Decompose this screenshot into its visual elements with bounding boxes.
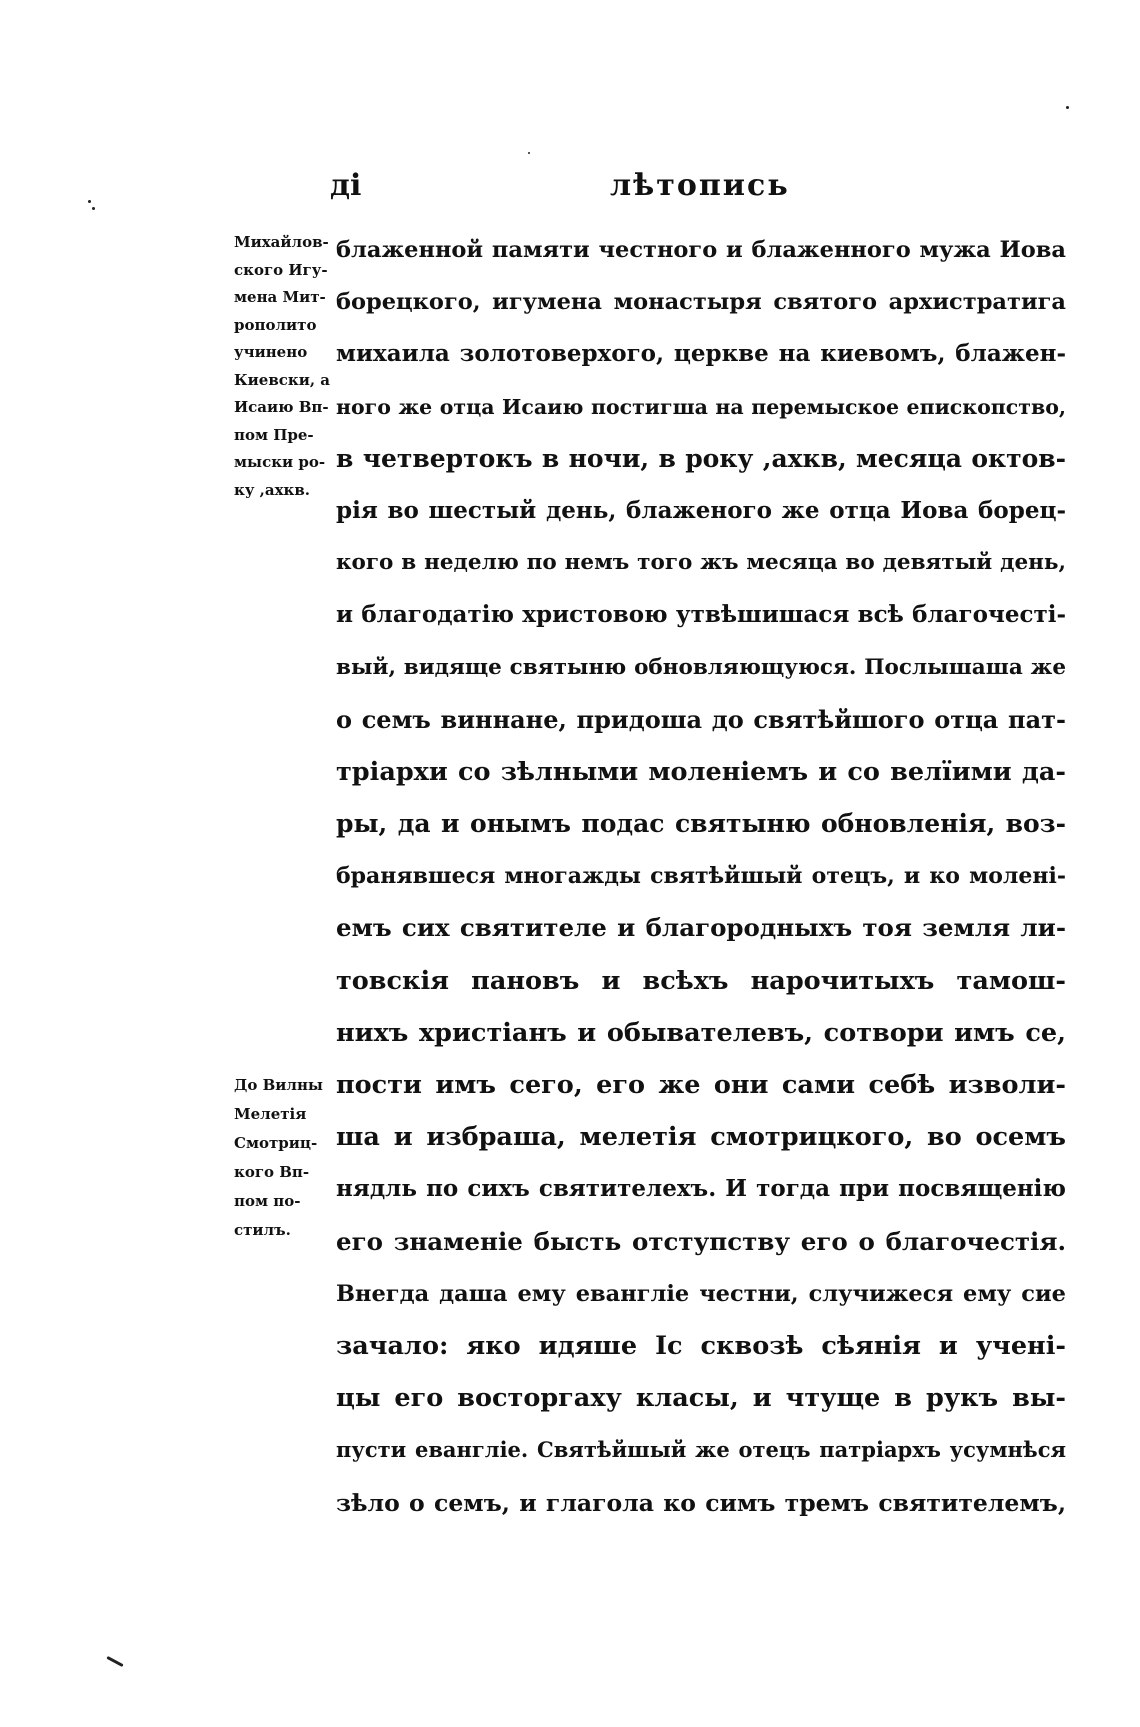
marginal-note-line: До Вилны xyxy=(234,1076,323,1094)
text-line: товскія пановъ и всѣхъ нарочитыхъ тамош- xyxy=(336,965,1066,996)
text-line: михаила золотоверхого, церкве на киевомъ, блажен- xyxy=(336,340,1066,368)
text-line: тріархи со зѣлными моленіемъ и со велїими да- xyxy=(336,756,1066,787)
main-text-block xyxy=(336,224,1066,1529)
marginal-note-line: стилъ. xyxy=(234,1221,291,1239)
marginal-note-2 xyxy=(234,1071,338,1245)
text-line: вый, видяще святыню обновляющуюся. Послышаша же xyxy=(336,654,1066,680)
text-line: пости имъ сего, его же они сами себѣ изволи- xyxy=(336,1070,1066,1100)
text-line: зачало: яко идяше Іс сквозѣ сѣянія и учені- xyxy=(336,1330,1066,1361)
marginal-note-line: Смотриц- xyxy=(234,1134,318,1152)
marginal-note-line: учинено xyxy=(234,343,308,361)
text-line: борецкого, игумена монастыря святого архистратига xyxy=(336,289,1066,316)
scan-speck xyxy=(106,1656,123,1667)
text-line: его знаменіе бысть отступству его о благочестія. xyxy=(336,1226,1066,1256)
text-line: в четвертокъ в ночи, в року ,ахкв, месяца октов- xyxy=(336,443,1066,473)
text-line: ры, да и онымъ подас святыню обновленія, воз- xyxy=(336,809,1066,839)
marginal-note-line: Исаию Вп- xyxy=(234,398,329,416)
text-line: бранявшеся многажды святѣйшый отецъ, и ко молені- xyxy=(336,863,1066,890)
text-line: блаженной памяти честного и блаженного мужа Иова xyxy=(336,237,1066,263)
text-line: ша и избраша, мелетія смотрицкого, во осемъ xyxy=(336,1122,1066,1153)
text-line: емъ сих святителе и благородныхъ тоя земля ли- xyxy=(336,913,1066,943)
text-line: цы его восторгаху класы, и чтуще в рукъ вы- xyxy=(336,1383,1066,1414)
marginal-note-line: мыски ро- xyxy=(234,453,326,471)
marginal-note-line: ского Игу- xyxy=(234,260,328,279)
marginal-note-1 xyxy=(234,229,338,504)
text-line: и благодатію христовою утвѣшишася всѣ благочесті- xyxy=(336,601,1066,629)
scan-speck xyxy=(1066,106,1069,109)
text-line: нихъ христіанъ и обывателевъ, сотвори имъ се, xyxy=(336,1017,1066,1048)
marginal-note-line: ку ,ахкв. xyxy=(234,480,311,499)
text-line: ного же отца Исаию постигша на перемыское епископство, xyxy=(336,394,1066,419)
text-line: о семъ виннане, придоша до святѣйшого отца пат- xyxy=(336,704,1066,734)
marginal-note-line: кого Вп- xyxy=(234,1163,310,1181)
marginal-note-line: Мелетія xyxy=(234,1105,307,1123)
scan-speck xyxy=(92,207,95,210)
scan-speck xyxy=(528,152,530,154)
marginal-note-line: Михайлов- xyxy=(234,233,329,251)
text-line: рія во шестый день, блаженого же отца Иова борец- xyxy=(336,496,1066,524)
running-title: лѣтопись xyxy=(610,168,790,203)
text-line: нядль по сихъ святителехъ. И тогда при посвященію xyxy=(336,1175,1066,1203)
marginal-note-line: мена Мит- xyxy=(234,288,326,306)
marginal-note-line: Киевски, а xyxy=(234,370,330,389)
text-line: зѣло о семъ, и глагола ко симъ тремъ святителемъ, xyxy=(336,1488,1066,1517)
text-line: пусти евангліе. Святѣйшый же отецъ патріархъ усумнѣся xyxy=(336,1437,1066,1463)
text-line: кого в неделю по немъ того жъ месяца во девятый день, xyxy=(336,550,1066,576)
page-number: ді xyxy=(330,168,362,203)
marginal-note-line: пом Пре- xyxy=(234,425,314,444)
marginal-note-line: пом по- xyxy=(234,1192,301,1210)
scan-speck xyxy=(88,200,91,203)
text-line: Внегда даша ему евангліе честни, случижеся ему сие xyxy=(336,1280,1066,1307)
page-header xyxy=(330,168,1060,208)
marginal-note-line: рополито xyxy=(234,315,317,334)
